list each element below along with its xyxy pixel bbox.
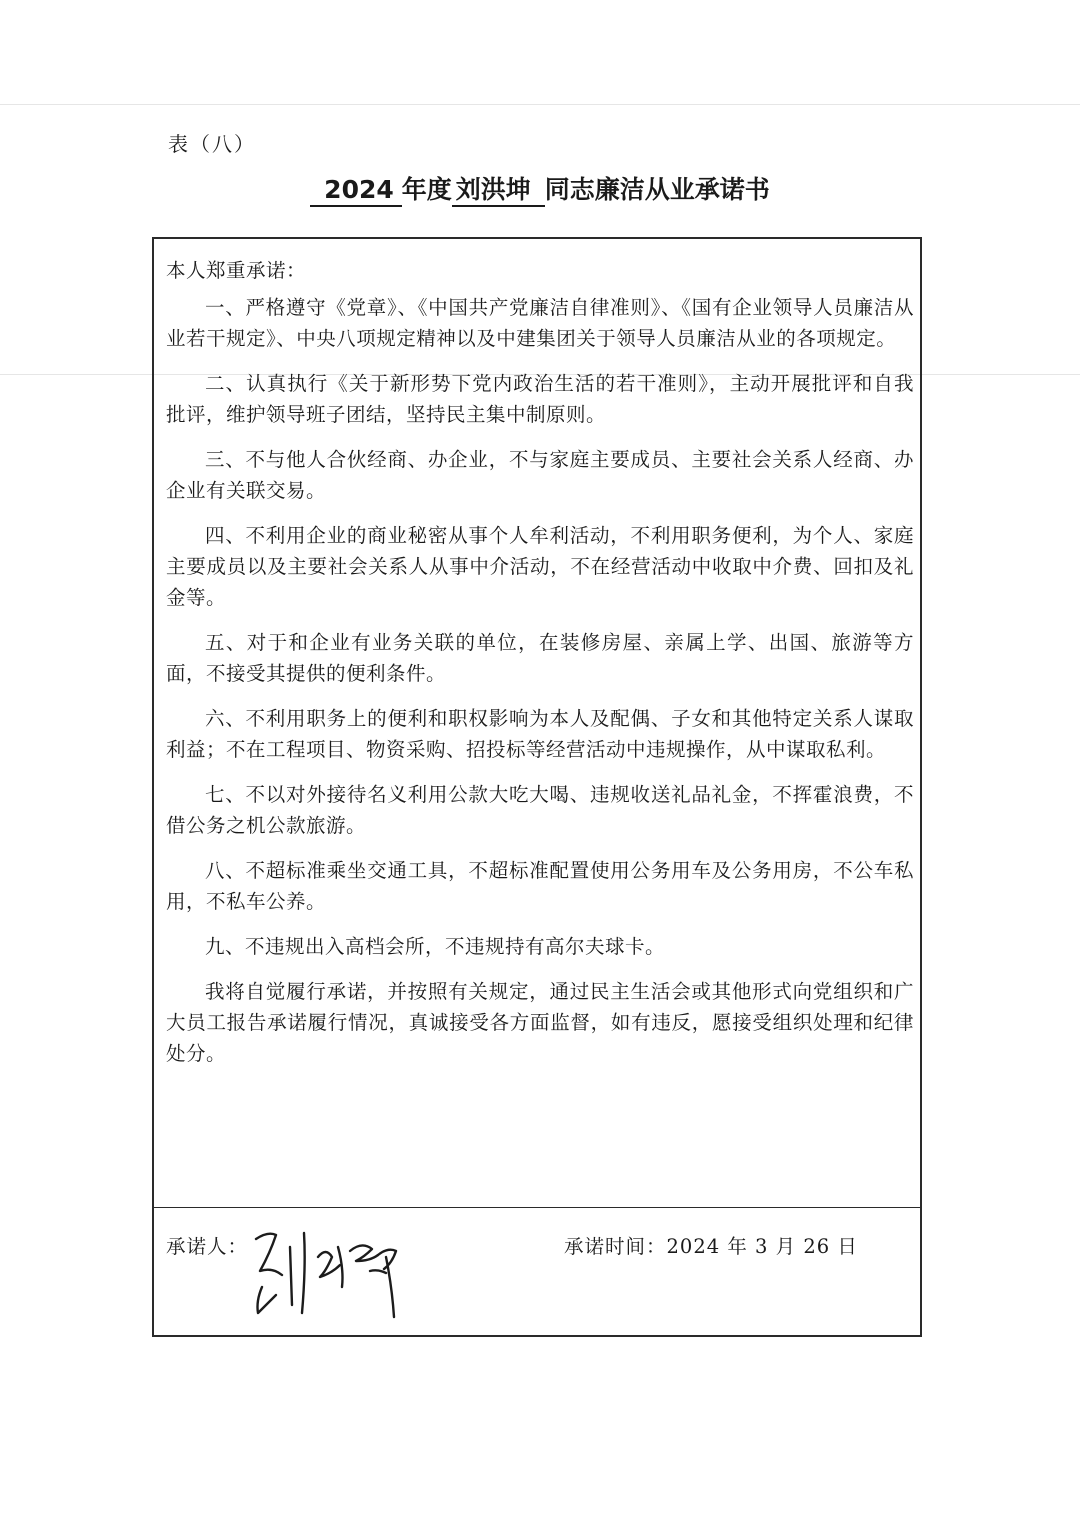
commitment-clause-2: 二、认真执行《关于新形势下党内政治生活的若干准则》，主动开展批评和自我批评，维护领导班子团结，坚持民主集中制原则。	[166, 372, 914, 426]
commitment-closing: 我将自觉履行承诺，并按照有关规定，通过民主生活会或其他形式向党组织和广大员工报告承诺履行情况，真诚接受各方面监督，如有违反，愿接受组织处理和纪律处分。	[166, 980, 914, 1065]
commitment-clause-3: 三、不与他人合伙经商、办企业，不与家庭主要成员、主要社会关系人经商、办企业有关联交易。	[166, 448, 914, 502]
date-label: 承诺时间：	[564, 1235, 667, 1258]
commitment-intro: 本人郑重承诺：	[166, 259, 307, 282]
table-label: 表（八）	[168, 132, 256, 156]
title-suffix: 同志廉洁从业承诺书	[544, 175, 770, 204]
title-year-suffix: 年度	[401, 175, 452, 204]
commitment-clause-6: 六、不利用职务上的便利和职权影响为本人及配偶、子女和其他特定关系人谋取利益；不在工程项目、物资采购、招投标等经营活动中违规操作，从中谋取私利。	[166, 707, 914, 761]
commitment-clause-8: 八、不超标准乘坐交通工具，不超标准配置使用公务用车及公务用房，不公车私用，不私车公养。	[166, 859, 914, 913]
title-year-field: 2024	[310, 175, 402, 207]
document-title	[0, 170, 1080, 207]
commitment-clause-7: 七、不以对外接待名义利用公款大吃大喝、违规收送礼品礼金，不挥霍浪费，不借公务之机公款旅游。	[166, 783, 914, 837]
scan-artifact-line-top	[0, 104, 1080, 105]
commitment-clause-4: 四、不利用企业的商业秘密从事个人牟利活动，不利用职务便利，为个人、家庭主要成员以及主要社会关系人从事中介活动，不在经营活动中收取中介费、回扣及礼金等。	[166, 524, 914, 609]
handwritten-signature	[246, 1217, 416, 1327]
commitment-clause-1: 一、严格遵守《党章》、《中国共产党廉洁自律准则》、《国有企业领导人员廉洁从业若干规定》、中央八项规定精神以及中建集团关于领导人员廉洁从业的各项规定。	[166, 296, 914, 350]
commitment-clause-5: 五、对于和企业有业务关联的单位，在装修房屋、亲属上学、出国、旅游等方面，不接受其提供的便利条件。	[166, 631, 914, 685]
signature-divider	[154, 1207, 920, 1208]
commitment-form-frame	[152, 237, 922, 1337]
commitment-body	[166, 255, 914, 1069]
commitment-date	[564, 1231, 858, 1259]
signer-label: 承诺人：	[166, 1235, 249, 1258]
date-value: 2024 年 3 月 26 日	[666, 1235, 858, 1258]
commitment-clause-9: 九、不违规出入高档会所，不违规持有高尔夫球卡。	[205, 935, 666, 958]
title-name-field: 刘洪坤	[452, 175, 545, 207]
